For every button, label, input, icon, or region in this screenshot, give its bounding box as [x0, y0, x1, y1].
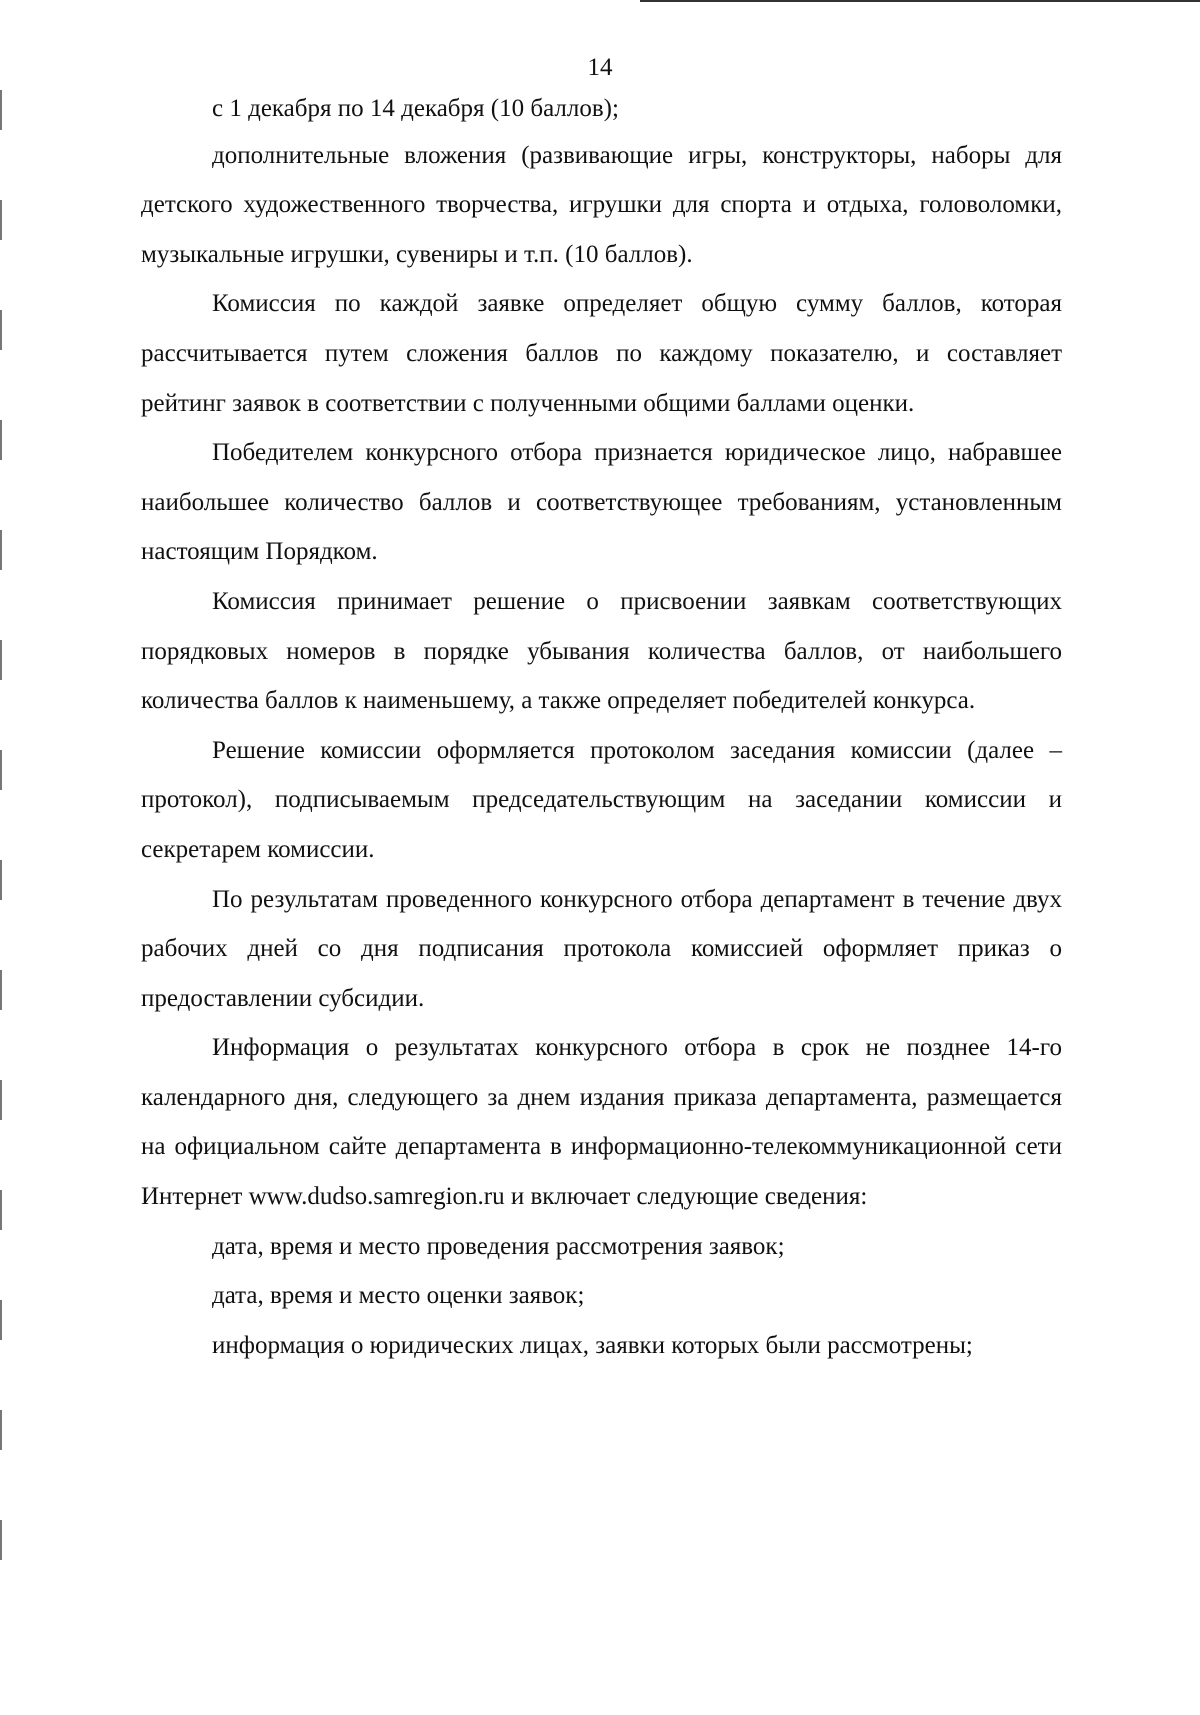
paragraph: дата, время и место оценки заявок; — [212, 1282, 585, 1310]
page-number: 14 — [587, 54, 613, 81]
paragraph: с 1 декабря по 14 декабря (10 баллов); — [212, 95, 619, 122]
paragraph: Комиссия по каждой заявке определяет общую сумму баллов, которая рассчитывается путем сложения баллов по каждому показателю, и составляет рейтинг заявок в соответствии с полученными общими баллами оценки. — [141, 290, 1062, 417]
paragraph: По результатам проведенного конкурсного отбора департамент в течение двух рабочих дней со дня подписания протокола комиссией оформляет приказ о предоставлении субсидии. — [141, 885, 1062, 1012]
paragraph: информация о юридических лицах, заявки которых были рассмотрены; — [212, 1331, 973, 1359]
scan-edge-line — [640, 0, 1200, 2]
paragraph: Победителем конкурсного отбора признается юридическое лицо, набравшее наибольшее количество баллов и соответствующее требованиям, установленным настоящим Порядком. — [141, 439, 1062, 566]
document-body — [141, 84, 1062, 1370]
paragraph: Информация о результатах конкурсного отбора в срок не позднее 14-го календарного дня, следующего за днем издания приказа департамента, размещается на официальном сайте департамента в информационно-телекоммуникационной сети Интернет www.dudso.samregion.ru и включает следующие сведения: — [141, 1034, 1062, 1211]
paragraph: дата, время и место проведения рассмотрения заявок; — [212, 1232, 785, 1260]
paragraph: дополнительные вложения (развивающие игры, конструкторы, наборы для детского художественного творчества, игрушки для спорта и отдыха, головоломки, музыкальные игрушки, сувениры и т.п. (10 баллов). — [141, 141, 1062, 268]
paragraph: Комиссия принимает решение о присвоении заявкам соответствующих порядковых номеров в порядке убывания количества баллов, от наибольшего количества баллов к наименьшему, а также определяет победителей конкурса. — [141, 587, 1062, 715]
paragraph: Решение комиссии оформляется протоколом заседания комиссии (далее – протокол), подписываемым председательствующим на заседании комиссии и секретарем комиссии. — [141, 736, 1062, 863]
scan-left-border — [0, 90, 2, 1630]
